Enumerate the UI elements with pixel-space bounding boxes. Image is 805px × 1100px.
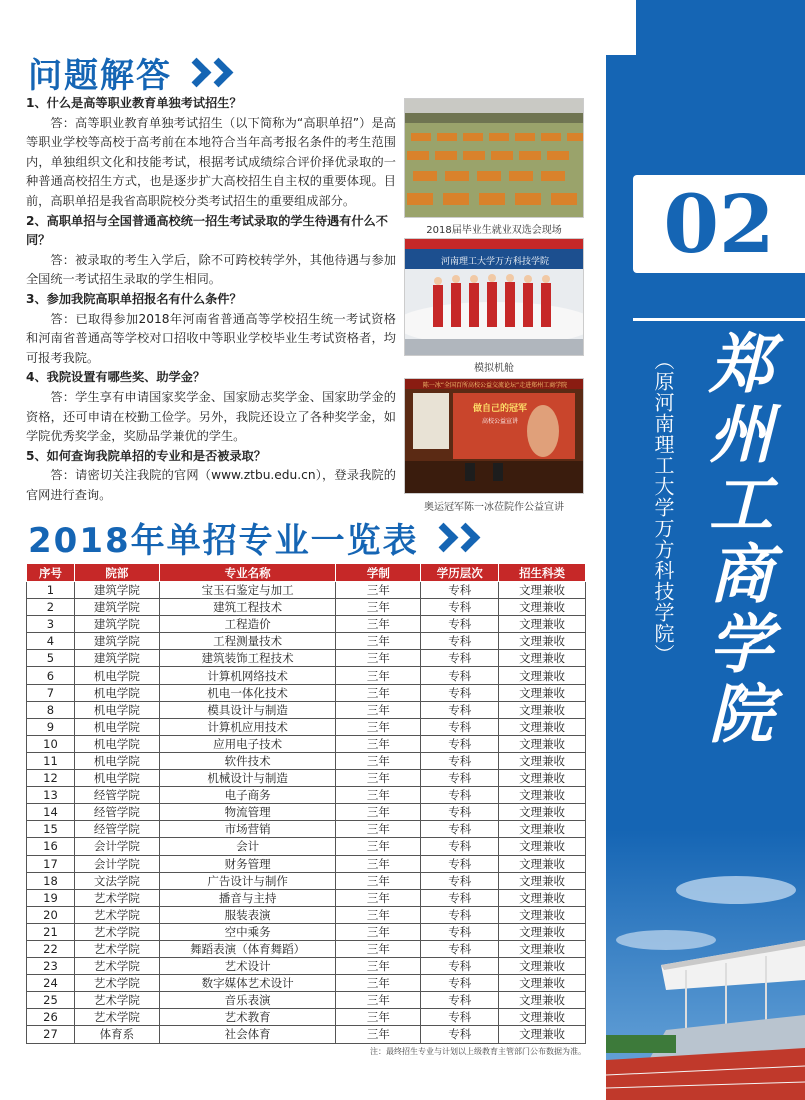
table-row xyxy=(27,770,586,787)
cell-category: 文理兼收 xyxy=(499,804,586,821)
table-row xyxy=(27,616,586,633)
cell-index: 19 xyxy=(27,889,75,906)
cell-category: 文理兼收 xyxy=(499,735,586,752)
cell-duration: 三年 xyxy=(336,633,421,650)
cell-major: 宝玉石鉴定与加工 xyxy=(159,582,336,599)
side-band xyxy=(606,0,805,1100)
cell-category: 文理兼收 xyxy=(499,855,586,872)
cell-index: 8 xyxy=(27,701,75,718)
cell-index: 22 xyxy=(27,940,75,957)
cabin-photo xyxy=(404,238,584,356)
table-row xyxy=(27,718,586,735)
col-header-department: 院部 xyxy=(74,564,159,582)
cell-department: 建筑学院 xyxy=(74,650,159,667)
cell-category: 文理兼收 xyxy=(499,992,586,1009)
cell-major: 建筑装饰工程技术 xyxy=(159,650,336,667)
table-heading xyxy=(28,515,475,559)
table-row xyxy=(27,975,586,992)
cell-department: 艺术学院 xyxy=(74,992,159,1009)
table-row xyxy=(27,667,586,684)
cell-category: 文理兼收 xyxy=(499,1009,586,1026)
table-row xyxy=(27,940,586,957)
cell-duration: 三年 xyxy=(336,735,421,752)
table-row xyxy=(27,701,586,718)
cell-category: 文理兼收 xyxy=(499,838,586,855)
cell-department: 艺术学院 xyxy=(74,889,159,906)
double-chevron-icon xyxy=(184,59,228,85)
cell-index: 4 xyxy=(27,633,75,650)
cell-duration: 三年 xyxy=(336,838,421,855)
answer-3: 答：已取得参加2018年河南省普通高等学校招生统一考试资格和河南省普通高等学校对口招收中等职业学校毕业生考试资格者，均可报考我院。 xyxy=(26,311,396,365)
cell-major: 社会体育 xyxy=(159,1026,336,1043)
cell-level: 专科 xyxy=(421,599,499,616)
table-row xyxy=(27,1009,586,1026)
cell-category: 文理兼收 xyxy=(499,582,586,599)
cell-duration: 三年 xyxy=(336,752,421,769)
cell-category: 文理兼收 xyxy=(499,599,586,616)
cell-department: 艺术学院 xyxy=(74,940,159,957)
cell-index: 20 xyxy=(27,906,75,923)
qa-list xyxy=(26,94,396,505)
page-number: 02 xyxy=(663,177,775,271)
cell-level: 专科 xyxy=(421,1009,499,1026)
cell-duration: 三年 xyxy=(336,787,421,804)
cell-level: 专科 xyxy=(421,804,499,821)
table-header-row xyxy=(27,564,586,582)
band-notch xyxy=(606,0,636,55)
qa-heading xyxy=(28,50,228,94)
cell-duration: 三年 xyxy=(336,958,421,975)
cell-level: 专科 xyxy=(421,838,499,855)
cell-level: 专科 xyxy=(421,684,499,701)
cell-index: 26 xyxy=(27,1009,75,1026)
question-3: 3、参加我院高职单招报名有什么条件？ xyxy=(26,291,242,306)
cell-department: 艺术学院 xyxy=(74,906,159,923)
table-row xyxy=(27,735,586,752)
cell-index: 2 xyxy=(27,599,75,616)
cell-category: 文理兼收 xyxy=(499,667,586,684)
table-note: 注：最终招生专业与计划以上级教育主管部门公布数据为准。 xyxy=(370,1047,586,1056)
table-row xyxy=(27,821,586,838)
cell-duration: 三年 xyxy=(336,889,421,906)
cell-department: 建筑学院 xyxy=(74,616,159,633)
cell-index: 14 xyxy=(27,804,75,821)
cell-department: 机电学院 xyxy=(74,667,159,684)
cell-major: 服装表演 xyxy=(159,906,336,923)
cell-category: 文理兼收 xyxy=(499,872,586,889)
cell-index: 24 xyxy=(27,975,75,992)
cell-level: 专科 xyxy=(421,752,499,769)
job-fair-photo xyxy=(404,98,584,218)
cell-major: 艺术设计 xyxy=(159,958,336,975)
cell-category: 文理兼收 xyxy=(499,718,586,735)
cell-duration: 三年 xyxy=(336,770,421,787)
cell-category: 文理兼收 xyxy=(499,958,586,975)
answer-1: 答：高等职业教育单独考试招生（以下简称为“高职单招”）是高等职业学校等高校于高考前在本地符合当年高考报名条件的考生范围内，单独组织文化和技能考试，根据考试成绩综合评价择优录取的一种普通高校招生方式，也是逐步扩大高校招生自主权的重要体现。目前，高职单招是我省高职院校分类考试招生的重要组成部分。 xyxy=(26,115,396,208)
cell-major: 计算机应用技术 xyxy=(159,718,336,735)
cell-department: 艺术学院 xyxy=(74,923,159,940)
cell-major: 计算机网络技术 xyxy=(159,667,336,684)
cell-duration: 三年 xyxy=(336,582,421,599)
table-row xyxy=(27,958,586,975)
cell-department: 艺术学院 xyxy=(74,958,159,975)
cell-level: 专科 xyxy=(421,923,499,940)
table-row xyxy=(27,1026,586,1043)
cell-level: 专科 xyxy=(421,735,499,752)
cell-duration: 三年 xyxy=(336,855,421,872)
cell-level: 专科 xyxy=(421,906,499,923)
cell-category: 文理兼收 xyxy=(499,1026,586,1043)
cell-category: 文理兼收 xyxy=(499,650,586,667)
cell-category: 文理兼收 xyxy=(499,923,586,940)
cell-duration: 三年 xyxy=(336,684,421,701)
question-4: 4、我院设置有哪些奖、助学金？ xyxy=(26,370,206,385)
table-row xyxy=(27,599,586,616)
cell-major: 电子商务 xyxy=(159,787,336,804)
cell-index: 15 xyxy=(27,821,75,838)
page-number-badge xyxy=(633,175,805,273)
cell-duration: 三年 xyxy=(336,992,421,1009)
cell-index: 12 xyxy=(27,770,75,787)
cell-category: 文理兼收 xyxy=(499,701,586,718)
table-heading-text: 2018年单招专业一览表 xyxy=(28,520,419,561)
cell-level: 专科 xyxy=(421,872,499,889)
cell-department: 机电学院 xyxy=(74,684,159,701)
cell-major: 数字媒体艺术设计 xyxy=(159,975,336,992)
cell-index: 11 xyxy=(27,752,75,769)
table-row xyxy=(27,872,586,889)
cell-index: 17 xyxy=(27,855,75,872)
cell-department: 体育系 xyxy=(74,1026,159,1043)
cell-department: 机电学院 xyxy=(74,752,159,769)
cell-department: 会计学院 xyxy=(74,838,159,855)
answer-4: 答：学生享有申请国家奖学金、国家励志奖学金、国家助学金的资格，还可申请在校勤工俭学。另外，我院还设立了各种奖学金，如学院优秀奖学金，奖励品学兼优的学生。 xyxy=(26,389,396,444)
table-row xyxy=(27,855,586,872)
cell-major: 舞蹈表演（体育舞蹈） xyxy=(159,940,336,957)
cell-index: 9 xyxy=(27,718,75,735)
cabin-caption: 模拟机舱 xyxy=(474,363,514,374)
cell-category: 文理兼收 xyxy=(499,616,586,633)
cell-index: 1 xyxy=(27,582,75,599)
cell-level: 专科 xyxy=(421,1026,499,1043)
cell-level: 专科 xyxy=(421,582,499,599)
table-row xyxy=(27,633,586,650)
cell-category: 文理兼收 xyxy=(499,940,586,957)
cell-duration: 三年 xyxy=(336,701,421,718)
cell-department: 经管学院 xyxy=(74,821,159,838)
table-row xyxy=(27,650,586,667)
lecture-banner-text: 陈一冰“全国百所高校公益交流论坛”走进郑州工商学院 xyxy=(422,382,568,389)
cell-level: 专科 xyxy=(421,770,499,787)
table-row xyxy=(27,906,586,923)
cell-major: 艺术教育 xyxy=(159,1009,336,1026)
cell-department: 建筑学院 xyxy=(74,633,159,650)
cell-index: 18 xyxy=(27,872,75,889)
cell-department: 建筑学院 xyxy=(74,599,159,616)
cell-level: 专科 xyxy=(421,889,499,906)
cell-department: 机电学院 xyxy=(74,735,159,752)
table-row xyxy=(27,992,586,1009)
majors-table xyxy=(26,563,586,1044)
cell-level: 专科 xyxy=(421,975,499,992)
cell-index: 21 xyxy=(27,923,75,940)
cell-major: 软件技术 xyxy=(159,752,336,769)
col-header-level: 学历层次 xyxy=(421,564,499,582)
cell-index: 10 xyxy=(27,735,75,752)
question-5: 5、如何查询我院单招的专业和是否被录取？ xyxy=(26,448,267,463)
cell-category: 文理兼收 xyxy=(499,752,586,769)
cell-major: 物流管理 xyxy=(159,804,336,821)
cell-index: 6 xyxy=(27,667,75,684)
table-row xyxy=(27,804,586,821)
cell-duration: 三年 xyxy=(336,650,421,667)
band-divider xyxy=(633,318,805,321)
cell-index: 23 xyxy=(27,958,75,975)
school-subtitle: （原河南理工大学万方科技学院） xyxy=(651,350,675,665)
cell-duration: 三年 xyxy=(336,1026,421,1043)
question-2: 2、高职单招与全国普通高校统一招生考试录取的学生待遇有什么不同？ xyxy=(26,213,388,248)
cell-level: 专科 xyxy=(421,633,499,650)
cell-duration: 三年 xyxy=(336,906,421,923)
cell-major: 机电一体化技术 xyxy=(159,684,336,701)
col-header-category: 招生科类 xyxy=(499,564,586,582)
cell-major: 建筑工程技术 xyxy=(159,599,336,616)
cell-major: 空中乘务 xyxy=(159,923,336,940)
cell-major: 工程造价 xyxy=(159,616,336,633)
table-row xyxy=(27,752,586,769)
job-fair-caption: 2018届毕业生就业双选会现场 xyxy=(426,225,562,236)
cell-major: 工程测量技术 xyxy=(159,633,336,650)
cell-major: 应用电子技术 xyxy=(159,735,336,752)
lecture-caption: 奥运冠军陈一冰莅院作公益宣讲 xyxy=(424,502,564,513)
cell-duration: 三年 xyxy=(336,718,421,735)
cell-duration: 三年 xyxy=(336,667,421,684)
cell-level: 专科 xyxy=(421,667,499,684)
lecture-sign-text: 做自己的冠军 xyxy=(472,404,528,414)
cell-index: 7 xyxy=(27,684,75,701)
cell-level: 专科 xyxy=(421,992,499,1009)
cell-index: 5 xyxy=(27,650,75,667)
cell-department: 艺术学院 xyxy=(74,1009,159,1026)
cell-major: 财务管理 xyxy=(159,855,336,872)
cell-duration: 三年 xyxy=(336,923,421,940)
cell-category: 文理兼收 xyxy=(499,889,586,906)
cell-major: 播音与主持 xyxy=(159,889,336,906)
col-header-major: 专业名称 xyxy=(159,564,336,582)
cell-major: 音乐表演 xyxy=(159,992,336,1009)
cell-department: 文法学院 xyxy=(74,872,159,889)
cell-major: 市场营销 xyxy=(159,821,336,838)
cell-level: 专科 xyxy=(421,718,499,735)
cell-level: 专科 xyxy=(421,940,499,957)
cell-duration: 三年 xyxy=(336,599,421,616)
table-row xyxy=(27,889,586,906)
cell-category: 文理兼收 xyxy=(499,906,586,923)
cell-major: 模具设计与制造 xyxy=(159,701,336,718)
cell-duration: 三年 xyxy=(336,1009,421,1026)
cell-level: 专科 xyxy=(421,701,499,718)
stadium-image xyxy=(606,830,805,1100)
table-row xyxy=(27,923,586,940)
cell-category: 文理兼收 xyxy=(499,787,586,804)
cell-department: 机电学院 xyxy=(74,718,159,735)
cell-duration: 三年 xyxy=(336,872,421,889)
cell-category: 文理兼收 xyxy=(499,821,586,838)
cell-index: 13 xyxy=(27,787,75,804)
cell-department: 机电学院 xyxy=(74,701,159,718)
cabin-banner-text: 河南理工大学万方科技学院 xyxy=(440,257,550,267)
cell-index: 25 xyxy=(27,992,75,1009)
cell-duration: 三年 xyxy=(336,804,421,821)
cell-department: 建筑学院 xyxy=(74,582,159,599)
cell-index: 16 xyxy=(27,838,75,855)
col-header-index: 序号 xyxy=(27,564,75,582)
answer-2: 答：被录取的考生入学后，除不可跨校转学外，其他待遇与参加全国统一考试招生录取的学生相同。 xyxy=(26,252,396,287)
answer-5: 答：请密切关注我院的官网（www.ztbu.edu.cn），登录我院的官网进行查询。 xyxy=(26,468,396,502)
table-row xyxy=(27,582,586,599)
cell-department: 机电学院 xyxy=(74,770,159,787)
lecture-sub-text: 高校公益宣讲 xyxy=(481,418,519,425)
cell-department: 经管学院 xyxy=(74,804,159,821)
cell-department: 会计学院 xyxy=(74,855,159,872)
col-header-duration: 学制 xyxy=(336,564,421,582)
cell-category: 文理兼收 xyxy=(499,770,586,787)
cell-index: 3 xyxy=(27,616,75,633)
qa-heading-text: 问题解答 xyxy=(28,55,172,96)
cell-level: 专科 xyxy=(421,787,499,804)
question-1: 1、什么是高等职业教育单独考试招生？ xyxy=(26,96,242,110)
cell-duration: 三年 xyxy=(336,975,421,992)
table-row xyxy=(27,684,586,701)
lecture-photo xyxy=(404,378,584,494)
cell-major: 会计 xyxy=(159,838,336,855)
cell-duration: 三年 xyxy=(336,940,421,957)
school-name: 郑州工商学院 xyxy=(698,330,773,750)
cell-level: 专科 xyxy=(421,855,499,872)
cell-index: 27 xyxy=(27,1026,75,1043)
cell-duration: 三年 xyxy=(336,616,421,633)
cell-department: 经管学院 xyxy=(74,787,159,804)
cell-level: 专科 xyxy=(421,616,499,633)
cell-major: 机械设计与制造 xyxy=(159,770,336,787)
cell-category: 文理兼收 xyxy=(499,684,586,701)
cell-department: 艺术学院 xyxy=(74,975,159,992)
cell-category: 文理兼收 xyxy=(499,975,586,992)
cell-level: 专科 xyxy=(421,958,499,975)
cell-level: 专科 xyxy=(421,650,499,667)
table-row xyxy=(27,838,586,855)
double-chevron-icon xyxy=(431,524,475,550)
cell-major: 广告设计与制作 xyxy=(159,872,336,889)
cell-level: 专科 xyxy=(421,821,499,838)
cell-duration: 三年 xyxy=(336,821,421,838)
table-row xyxy=(27,787,586,804)
cell-category: 文理兼收 xyxy=(499,633,586,650)
